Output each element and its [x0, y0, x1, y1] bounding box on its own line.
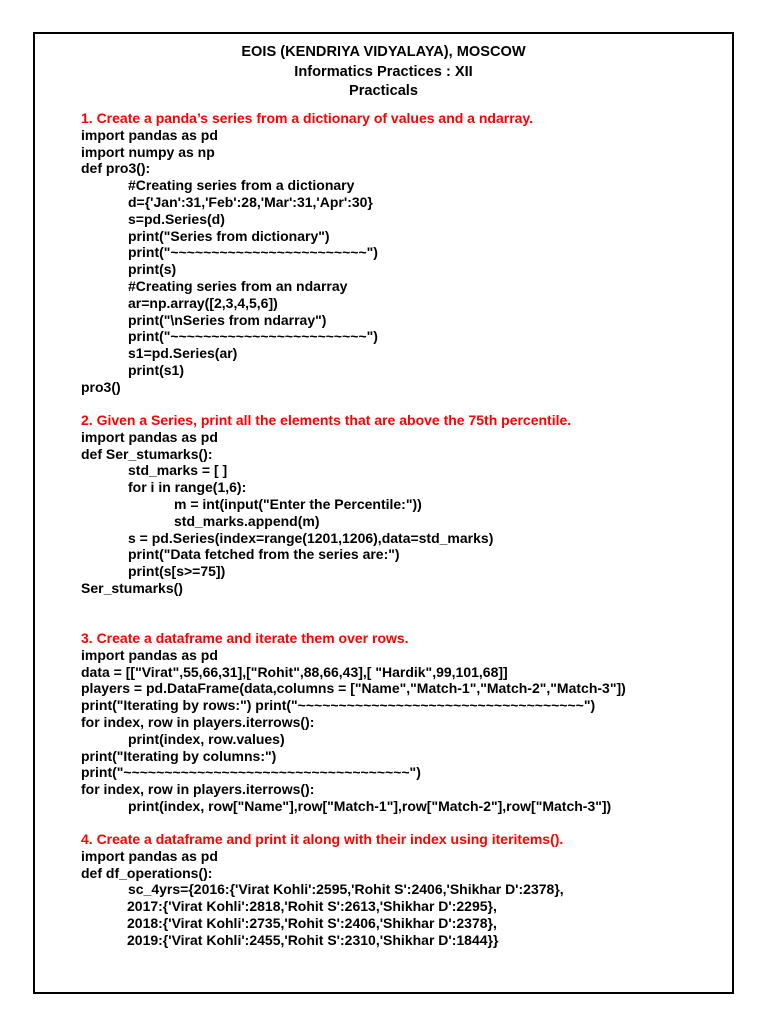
code-line: import pandas as pd: [81, 428, 218, 445]
code-line: data = [["Virat",55,66,31],["Rohit",88,66,43],[ "Hardik",99,101,68]]: [81, 663, 508, 680]
code-line: d={'Jan':31,'Feb':28,'Mar':31,'Apr':30}: [128, 193, 373, 210]
code-line: print("Data fetched from the series are:"): [128, 546, 400, 563]
code-line: import pandas as pd: [81, 126, 218, 143]
school-name: EOIS (KENDRIYA VIDYALAYA), MOSCOW: [241, 44, 526, 60]
document-title: Practicals: [349, 83, 418, 99]
code-line: players = pd.DataFrame(data,columns = ["Name","Match-1","Match-2","Match-3"]): [81, 680, 626, 697]
code-line: 2018:{'Virat Kohli':2735,'Rohit S':2406,'Shikhar D':2378},: [127, 914, 497, 931]
question-heading: 4. Create a dataframe and print it along with their index using iteritems().: [81, 831, 564, 847]
code-line: print("Iterating by columns:"): [81, 747, 277, 764]
code-line: Ser_stumarks(): [81, 579, 183, 596]
question-heading: 2. Given a Series, print all the elements that are above the 75th percentile.: [81, 412, 572, 428]
code-line: #Creating series from an ndarray: [128, 277, 348, 294]
code-line: std_marks.append(m): [174, 512, 320, 529]
code-line: #Creating series from a dictionary: [128, 177, 355, 194]
code-line: print("Iterating by rows:") print("~~~~~~~~~~~~~~~~~~~~~~~~~~~~~~~~~~~"): [81, 697, 596, 714]
code-line: pro3(): [81, 378, 121, 395]
code-line: import pandas as pd: [81, 847, 218, 864]
code-line: print("\nSeries from ndarray"): [128, 311, 327, 328]
code-line: import pandas as pd: [81, 646, 218, 663]
practical-3: [81, 630, 626, 815]
code-line: import numpy as np: [81, 143, 215, 160]
practical-4: [81, 831, 564, 949]
code-line: for i in range(1,6):: [128, 479, 247, 496]
code-line: print(s[s>=75]): [128, 563, 226, 580]
code-line: print(index, row.values): [128, 730, 285, 747]
question-heading: 1. Create a panda’s series from a dictionary of values and a ndarray.: [81, 110, 534, 126]
code-line: s=pd.Series(d): [128, 210, 225, 227]
code-line: print(s1): [128, 361, 184, 378]
code-line: m = int(input("Enter the Percentile:")): [174, 495, 422, 512]
code-line: def Ser_stumarks():: [81, 445, 213, 462]
code-line: print("~~~~~~~~~~~~~~~~~~~~~~~~"): [128, 328, 378, 345]
code-line: std_marks = [ ]: [128, 462, 228, 479]
code-line: sc_4yrs={2016:{'Virat Kohli':2595,'Rohit S':2406,'Shikhar D':2378},: [128, 881, 564, 898]
code-line: def pro3():: [81, 160, 151, 177]
code-line: s1=pd.Series(ar): [128, 345, 238, 362]
code-line: def df_operations():: [81, 864, 213, 881]
question-heading: 3. Create a dataframe and iterate them over rows.: [81, 630, 409, 646]
practical-2: [81, 412, 571, 597]
code-line: s = pd.Series(index=range(1201,1206),data=std_marks): [128, 529, 494, 546]
code-line: for index, row in players.iterrows():: [81, 713, 315, 730]
code-line: 2017:{'Virat Kohli':2818,'Rohit S':2613,'Shikhar D':2295},: [127, 898, 497, 915]
code-line: print(s): [128, 261, 177, 278]
code-line: ar=np.array([2,3,4,5,6]): [128, 294, 278, 311]
code-line: print(index, row["Name"],row["Match-1"],row["Match-2"],row["Match-3"]): [128, 797, 612, 814]
code-line: print("~~~~~~~~~~~~~~~~~~~~~~~~"): [128, 244, 378, 261]
code-line: print("Series from dictionary"): [128, 227, 330, 244]
code-line: print("~~~~~~~~~~~~~~~~~~~~~~~~~~~~~~~~~~~"): [81, 764, 421, 781]
code-line: for index, row in players.iterrows():: [81, 781, 315, 798]
document-header: [33, 43, 734, 102]
practical-1: [81, 110, 533, 396]
subject-line: Informatics Practices : XII: [294, 63, 473, 80]
code-line: 2019:{'Virat Kohli':2455,'Rohit S':2310,'Shikhar D':1844}}: [127, 931, 499, 948]
